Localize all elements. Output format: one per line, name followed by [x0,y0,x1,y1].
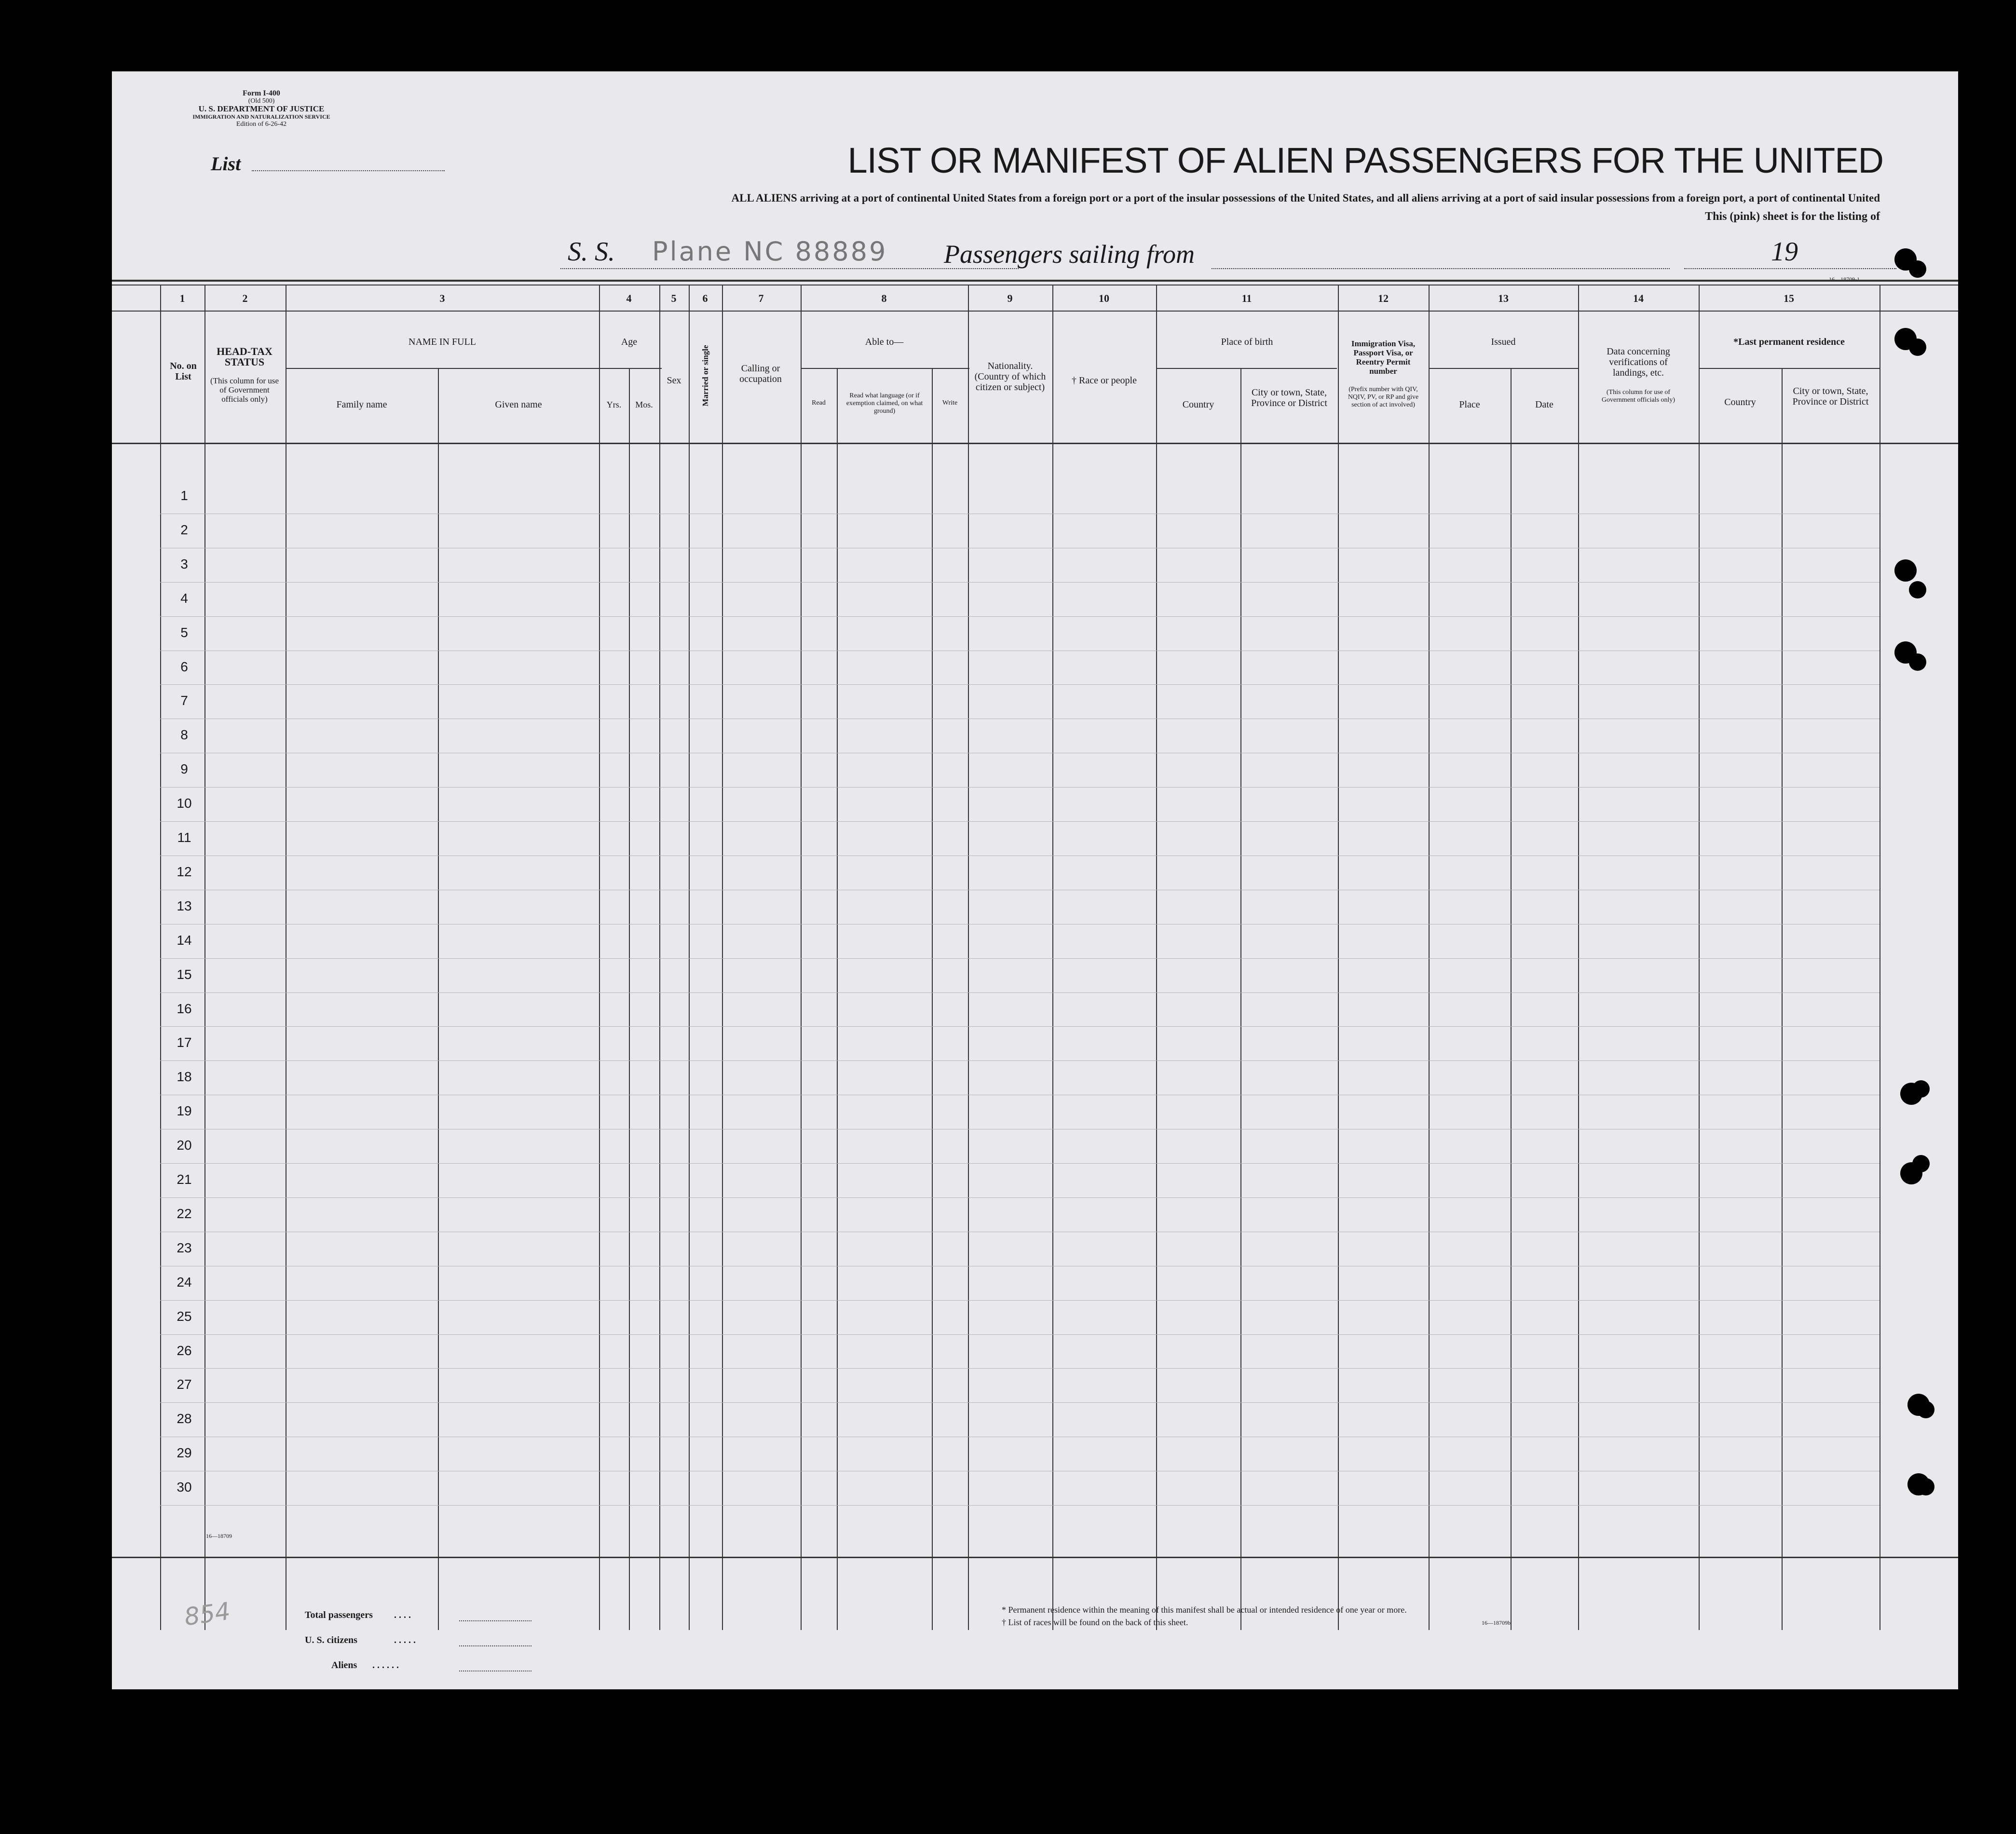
col-line-18 [1511,368,1512,1630]
colnum-14: 14 [1633,292,1644,304]
hdr-res-country: Country [1724,397,1756,408]
form-number: Form I-400 [243,89,280,97]
hdr-race: † Race or people [1072,375,1137,386]
row-number: 27 [177,1377,192,1392]
col-line-15 [1240,368,1241,1630]
aliens-dots: . . . . . . [372,1660,399,1671]
punch-hole [1912,1155,1930,1172]
races-note: † List of races will be found on the back of this sheet. [1002,1617,1188,1627]
row-number: 15 [177,966,192,982]
table-top-line [112,280,1958,282]
sailing-label: Passengers sailing from [944,240,1195,269]
edition: Edition of 6-26-42 [236,121,287,128]
hdr-head-tax-note: (This column for use of Government officials only) [210,376,279,404]
hdr-write: Write [942,399,958,407]
hdr-married: Married or single [701,345,710,407]
row-number: 8 [180,727,188,743]
row-line [160,1197,1880,1198]
date-dotted-line [1684,268,1896,269]
col-line-9 [801,285,802,1630]
row-number: 14 [177,932,192,948]
hdr-head-tax: HEAD-TAX STATUS [217,345,272,368]
colnum-11: 11 [1241,292,1252,304]
form-old-number: (Old 500) [248,97,275,105]
col-line-13 [1052,285,1053,1630]
pencil-mark: 854 [182,1597,232,1631]
issued-sub-line [1429,368,1578,369]
residence-sub-line [1699,368,1880,369]
col-line-5 [629,368,630,1630]
row-number: 26 [177,1343,192,1358]
colnum-2: 2 [242,292,248,304]
row-line [160,582,1880,583]
col-line-21 [1782,368,1783,1630]
row-line [160,1300,1880,1301]
header-bottom-line [112,443,1958,444]
hdr-yrs: Yrs. [606,400,622,409]
row-line [160,1026,1880,1027]
row-number: 5 [180,625,188,640]
col-line-17 [1429,285,1430,1630]
subtitle-line-2: This (pink) sheet is for the listing of [1705,210,1880,223]
row-line [160,1368,1880,1369]
col-line-4 [599,285,600,1630]
hdr-res-city: City or town, State, Province or District [1792,386,1869,407]
punch-hole [1909,581,1926,598]
row-line [160,684,1880,685]
row-number: 1 [180,488,188,503]
col-line-12 [968,285,969,1630]
subtitle-line-1: ALL ALIENS arriving at a port of continental United States from a foreign port or a port of the insular possessions of the United States, and all aliens arriving at a port of said insular possessions from a foreign port, a port of continental United [731,192,1880,204]
us-citizens-label: U. S. citizens [305,1635,357,1645]
colnum-7: 7 [758,292,764,304]
total-dots: . . . . [394,1610,411,1620]
row-number: 28 [177,1411,192,1426]
list-dotted-line [252,170,445,171]
hdr-place-of-birth: Place of birth [1221,337,1273,347]
table-bottom-line [112,1557,1958,1558]
row-number: 2 [180,522,188,537]
row-number: 30 [177,1480,192,1495]
year-label: 19 [1771,237,1798,267]
manifest-sheet [112,71,1958,1689]
row-line [160,1505,1880,1506]
punch-hole [1909,339,1926,356]
col-line-16 [1338,285,1339,1630]
hdr-last-residence: *Last permanent residence [1733,337,1845,347]
col-line-19 [1578,285,1579,1630]
row-number: 20 [177,1138,192,1153]
row-number: 7 [180,693,188,708]
punch-hole [1917,1401,1934,1418]
list-label: List [211,153,241,175]
bottom-code: 16—18709 [206,1533,232,1539]
citizens-dots: . . . . . [394,1635,416,1645]
col-line-7 [689,285,690,1630]
row-number: 23 [177,1240,192,1255]
col-line-14 [1156,285,1157,1630]
hdr-date: Date [1535,399,1553,410]
name-sub-line [286,368,599,369]
hdr-no-on-list: No. on List [170,361,197,382]
hdr-sex: Sex [667,375,681,386]
row-line [160,1402,1880,1403]
note-code: 16—18709b [1482,1619,1511,1626]
hdr-mos: Mos. [635,400,653,409]
colnum-divider [112,311,1958,312]
row-number: 17 [177,1035,192,1050]
ship-label: S. S. [568,237,615,267]
punch-hole [1909,260,1926,278]
col-line-1 [204,285,205,1630]
colnum-13: 13 [1498,292,1509,304]
row-line [160,992,1880,993]
hdr-visa: Immigration Visa, Passport Visa, or Reentry Permit number [1351,339,1416,376]
birth-sub-line [1156,368,1337,369]
hdr-able-to: Able to— [865,337,904,347]
punch-hole [1894,559,1917,582]
hdr-calling: Calling or occupation [739,363,782,384]
hdr-data-concerning: Data concerning verifications of landings, etc. [1607,346,1670,378]
service: IMMIGRATION AND NATURALIZATION SERVICE [192,113,330,120]
row-number: 24 [177,1274,192,1290]
row-number: 4 [180,590,188,606]
col-line-6 [659,285,660,1630]
hdr-read: Read [812,399,826,407]
colnum-10: 10 [1099,292,1109,304]
hdr-family-name: Family name [336,399,387,410]
corner-code: 16—18709-1 [1829,276,1860,283]
colnum-1: 1 [179,292,185,304]
row-number: 29 [177,1445,192,1461]
row-number: 9 [180,761,188,777]
hdr-data-note: (This column for use of Government officials only) [1601,389,1675,404]
row-number: 19 [177,1103,192,1119]
col-line-3 [438,368,439,1630]
col-line-20 [1699,285,1700,1630]
row-number: 10 [177,796,192,811]
punch-hole [1912,1080,1930,1098]
colnum-5: 5 [671,292,677,304]
ship-handwritten: Plane NC 88889 [652,236,888,267]
colnum-9: 9 [1007,292,1013,304]
row-number: 3 [180,556,188,571]
row-number: 6 [180,659,188,674]
hdr-birth-country: Country [1182,399,1214,410]
hdr-read-language: Read what language (or if exemption claimed, on what ground) [846,392,923,415]
hdr-age: Age [621,337,638,347]
row-line [160,1334,1880,1335]
col-line-8 [722,285,723,1630]
row-number: 16 [177,1001,192,1016]
hdr-place: Place [1459,399,1480,410]
hdr-given-name: Given name [495,399,542,410]
residence-note: * Permanent residence within the meaning of this manifest shall be actual or intended residence of one year or more. [1002,1605,1407,1615]
able-sub-line [801,368,969,369]
hdr-birth-city: City or town, State, Province or District [1251,387,1327,408]
total-passengers-label: Total passengers [305,1610,373,1620]
aliens-label: Aliens [331,1660,357,1671]
row-number: 13 [177,898,192,913]
sailing-dotted-line [1212,268,1670,269]
hdr-issued: Issued [1491,337,1516,347]
row-number: 25 [177,1308,192,1324]
row-line [160,787,1880,788]
hdr-nationality: Nationality. (Country of which citizen or subject) [974,361,1046,393]
colnum-15: 15 [1784,292,1794,304]
punch-hole [1917,1478,1934,1495]
us-citizens-line [459,1645,531,1646]
punch-hole [1909,653,1926,671]
hdr-visa-note: (Prefix number with QIV, NQIV, PV, or RP and give section of act involved) [1348,386,1419,408]
colnum-3: 3 [439,292,445,304]
row-line [160,958,1880,959]
row-number: 22 [177,1206,192,1221]
row-number: 21 [177,1172,192,1187]
row-number: 18 [177,1069,192,1085]
colnum-6: 6 [702,292,708,304]
row-line [160,821,1880,822]
age-sub-line [599,368,662,369]
row-line [160,1060,1880,1061]
total-passengers-line [459,1620,531,1621]
col-line-11 [932,368,933,1630]
manifest-title: LIST OR MANIFEST OF ALIEN PASSENGERS FOR THE UNITED [847,140,1883,180]
colnum-4: 4 [626,292,632,304]
row-number: 11 [177,830,191,845]
department: U. S. DEPARTMENT OF JUSTICE [198,104,325,113]
colnum-8: 8 [881,292,887,304]
row-number: 12 [177,864,192,879]
colnum-12: 12 [1378,292,1389,304]
row-line [160,616,1880,617]
form-id-block [189,90,334,128]
col-line-10 [837,368,838,1630]
hdr-name-in-full: NAME IN FULL [409,337,476,347]
col-line-0 [160,285,161,1630]
row-line [160,1163,1880,1164]
